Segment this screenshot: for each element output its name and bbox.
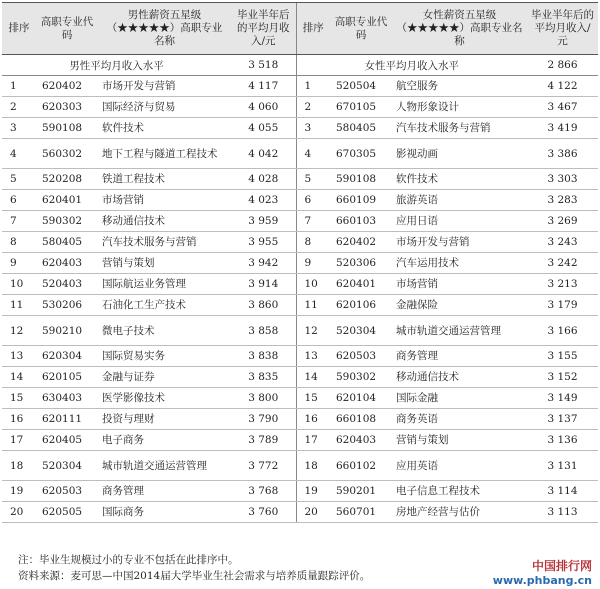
rank-cell: 18 (296, 451, 330, 481)
table-header-row (2, 3, 598, 55)
male-code-cell: 530206 (36, 295, 98, 316)
site-watermark (493, 557, 592, 587)
male-salary-cell: 3 858 (231, 316, 296, 346)
header-rank: 排序 (2, 3, 36, 55)
rank-cell: 4 (296, 139, 330, 169)
male-major-cell: 微电子技术 (98, 316, 231, 346)
male-salary-cell: 3 942 (231, 253, 296, 274)
male-code-cell: 620401 (36, 190, 98, 211)
rank-cell: 5 (296, 169, 330, 190)
male-salary-cell: 4 117 (231, 76, 296, 97)
female-major-cell: 市场营销 (392, 274, 527, 295)
female-salary-cell: 4 122 (527, 76, 598, 97)
male-code-cell: 620105 (36, 367, 98, 388)
rank-cell: 12 (296, 316, 330, 346)
rank-cell: 10 (2, 274, 36, 295)
female-code-cell: 520304 (330, 316, 392, 346)
female-code-cell: 620401 (330, 274, 392, 295)
table-row (2, 232, 598, 253)
table-row (2, 253, 598, 274)
male-major-cell: 商务管理 (98, 481, 231, 502)
male-major-cell: 市场营销 (98, 190, 231, 211)
female-salary-cell: 3 283 (527, 190, 598, 211)
table-row (2, 346, 598, 367)
male-salary-cell: 3 955 (231, 232, 296, 253)
female-average-label: 女性平均月收入水平 (296, 55, 527, 76)
male-salary-cell: 3 838 (231, 346, 296, 367)
male-salary-cell: 3 760 (231, 502, 296, 523)
salary-ranking-table (2, 2, 598, 523)
rank-cell: 9 (2, 253, 36, 274)
rank-cell: 17 (2, 430, 36, 451)
female-major-cell: 汽车技术服务与营销 (392, 118, 527, 139)
male-code-cell: 620303 (36, 97, 98, 118)
female-major-cell: 应用日语 (392, 211, 527, 232)
female-salary-cell: 3 213 (527, 274, 598, 295)
rank-cell: 2 (2, 97, 36, 118)
female-code-cell: 520504 (330, 76, 392, 97)
rank-cell: 14 (2, 367, 36, 388)
female-salary-cell: 3 166 (527, 316, 598, 346)
rank-cell: 5 (2, 169, 36, 190)
male-major-cell: 汽车技术服务与营销 (98, 232, 231, 253)
male-major-cell: 国际贸易实务 (98, 346, 231, 367)
rank-cell: 8 (296, 232, 330, 253)
male-salary-cell: 4 042 (231, 139, 296, 169)
header-female-major: 女性薪资五星级（★★★★★）高职专业名称 (392, 3, 527, 55)
female-code-cell: 620106 (330, 295, 392, 316)
female-salary-cell: 3 467 (527, 97, 598, 118)
male-major-cell: 国际经济与贸易 (98, 97, 231, 118)
male-code-cell: 580405 (36, 232, 98, 253)
table-row (2, 211, 598, 232)
female-code-cell: 660109 (330, 190, 392, 211)
male-code-cell: 590302 (36, 211, 98, 232)
source-note: 资料来源：麦可思—中国2014届大学毕业生社会需求与培养质量跟踪评价。 (18, 570, 371, 582)
male-code-cell: 620403 (36, 253, 98, 274)
female-major-cell: 国际金融 (392, 388, 527, 409)
female-major-cell: 航空服务 (392, 76, 527, 97)
female-salary-cell: 3 155 (527, 346, 598, 367)
male-major-cell: 移动通信技术 (98, 211, 231, 232)
table-row (2, 118, 598, 139)
table-row (2, 316, 598, 346)
male-code-cell: 560302 (36, 139, 98, 169)
female-major-cell: 商务管理 (392, 346, 527, 367)
male-code-cell: 620503 (36, 481, 98, 502)
watermark-name: 中国排行网 (531, 559, 592, 573)
male-major-cell: 市场开发与营销 (98, 76, 231, 97)
rank-cell: 19 (296, 481, 330, 502)
female-major-cell: 城市轨道交通运营管理 (392, 316, 527, 346)
male-salary-cell: 3 835 (231, 367, 296, 388)
male-major-cell: 地下工程与隧道工程技术 (98, 139, 231, 169)
female-salary-cell: 3 179 (527, 295, 598, 316)
female-code-cell: 560701 (330, 502, 392, 523)
rank-cell: 7 (2, 211, 36, 232)
rank-cell: 10 (296, 274, 330, 295)
rank-cell: 1 (296, 76, 330, 97)
female-major-cell: 市场开发与营销 (392, 232, 527, 253)
rank-cell: 7 (296, 211, 330, 232)
female-average-value: 2 866 (527, 55, 598, 76)
female-salary-cell: 3 114 (527, 481, 598, 502)
female-major-cell: 电子信息工程技术 (392, 481, 527, 502)
female-salary-cell: 3 149 (527, 388, 598, 409)
rank-cell: 3 (296, 118, 330, 139)
female-major-cell: 应用英语 (392, 451, 527, 481)
male-salary-cell: 3 959 (231, 211, 296, 232)
female-salary-cell: 3 137 (527, 409, 598, 430)
rank-cell: 16 (2, 409, 36, 430)
rank-cell: 19 (2, 481, 36, 502)
rank-cell: 15 (296, 388, 330, 409)
female-major-cell: 旅游英语 (392, 190, 527, 211)
female-code-cell: 590302 (330, 367, 392, 388)
female-major-cell: 商务英语 (392, 409, 527, 430)
female-code-cell: 620104 (330, 388, 392, 409)
male-salary-cell: 3 860 (231, 295, 296, 316)
table-row (2, 274, 598, 295)
table-row (2, 451, 598, 481)
rank-cell: 20 (2, 502, 36, 523)
female-major-cell: 金融保险 (392, 295, 527, 316)
header-salary: 毕业半年后的平均月收入/元 (527, 3, 598, 55)
female-code-cell: 660103 (330, 211, 392, 232)
table-row (2, 76, 598, 97)
female-salary-cell: 3 386 (527, 139, 598, 169)
male-code-cell: 630403 (36, 388, 98, 409)
rank-cell: 4 (2, 139, 36, 169)
table-row (2, 139, 598, 169)
female-code-cell: 620403 (330, 430, 392, 451)
male-major-cell: 金融与证券 (98, 367, 231, 388)
table-row (2, 295, 598, 316)
female-code-cell: 620402 (330, 232, 392, 253)
male-salary-cell: 4 023 (231, 190, 296, 211)
rank-cell: 13 (2, 346, 36, 367)
male-salary-cell: 3 800 (231, 388, 296, 409)
female-major-cell: 移动通信技术 (392, 367, 527, 388)
male-code-cell: 620304 (36, 346, 98, 367)
rank-cell: 1 (2, 76, 36, 97)
rank-cell: 11 (2, 295, 36, 316)
header-rank: 排序 (296, 3, 330, 55)
male-code-cell: 620405 (36, 430, 98, 451)
male-major-cell: 投资与理财 (98, 409, 231, 430)
rank-cell: 12 (2, 316, 36, 346)
female-code-cell: 620503 (330, 346, 392, 367)
male-salary-cell: 3 772 (231, 451, 296, 481)
watermark-url: www.phbang.cn (492, 574, 592, 587)
rank-cell: 6 (2, 190, 36, 211)
table-notes (18, 552, 370, 584)
male-major-cell: 国际航运业务管理 (98, 274, 231, 295)
header-code: 高职专业代码 (36, 3, 98, 55)
header-salary: 毕业半年后的平均月收入/元 (231, 3, 296, 55)
female-major-cell: 影视动画 (392, 139, 527, 169)
female-code-cell: 590201 (330, 481, 392, 502)
table-row (2, 481, 598, 502)
male-major-cell: 医学影像技术 (98, 388, 231, 409)
male-code-cell: 620111 (36, 409, 98, 430)
rank-cell: 16 (296, 409, 330, 430)
male-major-cell: 城市轨道交通运营管理 (98, 451, 231, 481)
female-salary-cell: 3 113 (527, 502, 598, 523)
rank-cell: 15 (2, 388, 36, 409)
female-major-cell: 营销与策划 (392, 430, 527, 451)
footnote: 注：毕业生规模过小的专业不包括在此排序中。 (18, 554, 239, 566)
male-average-value: 3 518 (231, 55, 296, 76)
female-major-cell: 房地产经营与估价 (392, 502, 527, 523)
male-average-label: 男性平均月收入水平 (2, 55, 231, 76)
table-row (2, 169, 598, 190)
rank-cell: 17 (296, 430, 330, 451)
table-row (2, 409, 598, 430)
female-salary-cell: 3 269 (527, 211, 598, 232)
male-code-cell: 520403 (36, 274, 98, 295)
female-salary-cell: 3 152 (527, 367, 598, 388)
female-salary-cell: 3 419 (527, 118, 598, 139)
female-salary-cell: 3 243 (527, 232, 598, 253)
female-code-cell: 670105 (330, 97, 392, 118)
table-row (2, 367, 598, 388)
female-salary-cell: 3 303 (527, 169, 598, 190)
female-salary-cell: 3 131 (527, 451, 598, 481)
male-code-cell: 590210 (36, 316, 98, 346)
female-code-cell: 580405 (330, 118, 392, 139)
rank-cell: 6 (296, 190, 330, 211)
male-salary-cell: 4 055 (231, 118, 296, 139)
male-salary-cell: 3 789 (231, 430, 296, 451)
male-major-cell: 营销与策划 (98, 253, 231, 274)
male-major-cell: 软件技术 (98, 118, 231, 139)
female-major-cell: 软件技术 (392, 169, 527, 190)
male-code-cell: 620505 (36, 502, 98, 523)
female-salary-cell: 3 136 (527, 430, 598, 451)
rank-cell: 3 (2, 118, 36, 139)
male-salary-cell: 3 914 (231, 274, 296, 295)
female-salary-cell: 3 242 (527, 253, 598, 274)
table-row (2, 190, 598, 211)
male-salary-cell: 4 028 (231, 169, 296, 190)
male-major-cell: 国际商务 (98, 502, 231, 523)
rank-cell: 2 (296, 97, 330, 118)
table-row (2, 502, 598, 523)
header-male-major: 男性薪资五星级（★★★★★）高职专业名称 (98, 3, 231, 55)
male-salary-cell: 3 790 (231, 409, 296, 430)
rank-cell: 13 (296, 346, 330, 367)
table-row (2, 430, 598, 451)
rank-cell: 14 (296, 367, 330, 388)
rank-cell: 18 (2, 451, 36, 481)
male-code-cell: 520208 (36, 169, 98, 190)
male-code-cell: 590108 (36, 118, 98, 139)
male-major-cell: 石油化工生产技术 (98, 295, 231, 316)
female-code-cell: 660108 (330, 409, 392, 430)
male-salary-cell: 3 768 (231, 481, 296, 502)
rank-cell: 8 (2, 232, 36, 253)
rank-cell: 9 (296, 253, 330, 274)
rank-cell: 11 (296, 295, 330, 316)
male-code-cell: 520304 (36, 451, 98, 481)
female-major-cell: 汽车运用技术 (392, 253, 527, 274)
female-code-cell: 590108 (330, 169, 392, 190)
average-income-row (2, 55, 598, 76)
female-code-cell: 520306 (330, 253, 392, 274)
male-major-cell: 电子商务 (98, 430, 231, 451)
male-salary-cell: 4 060 (231, 97, 296, 118)
female-code-cell: 670305 (330, 139, 392, 169)
header-code: 高职专业代码 (330, 3, 392, 55)
rank-cell: 20 (296, 502, 330, 523)
table-row (2, 97, 598, 118)
male-major-cell: 铁道工程技术 (98, 169, 231, 190)
table-row (2, 388, 598, 409)
female-major-cell: 人物形象设计 (392, 97, 527, 118)
male-code-cell: 620402 (36, 76, 98, 97)
female-code-cell: 660102 (330, 451, 392, 481)
